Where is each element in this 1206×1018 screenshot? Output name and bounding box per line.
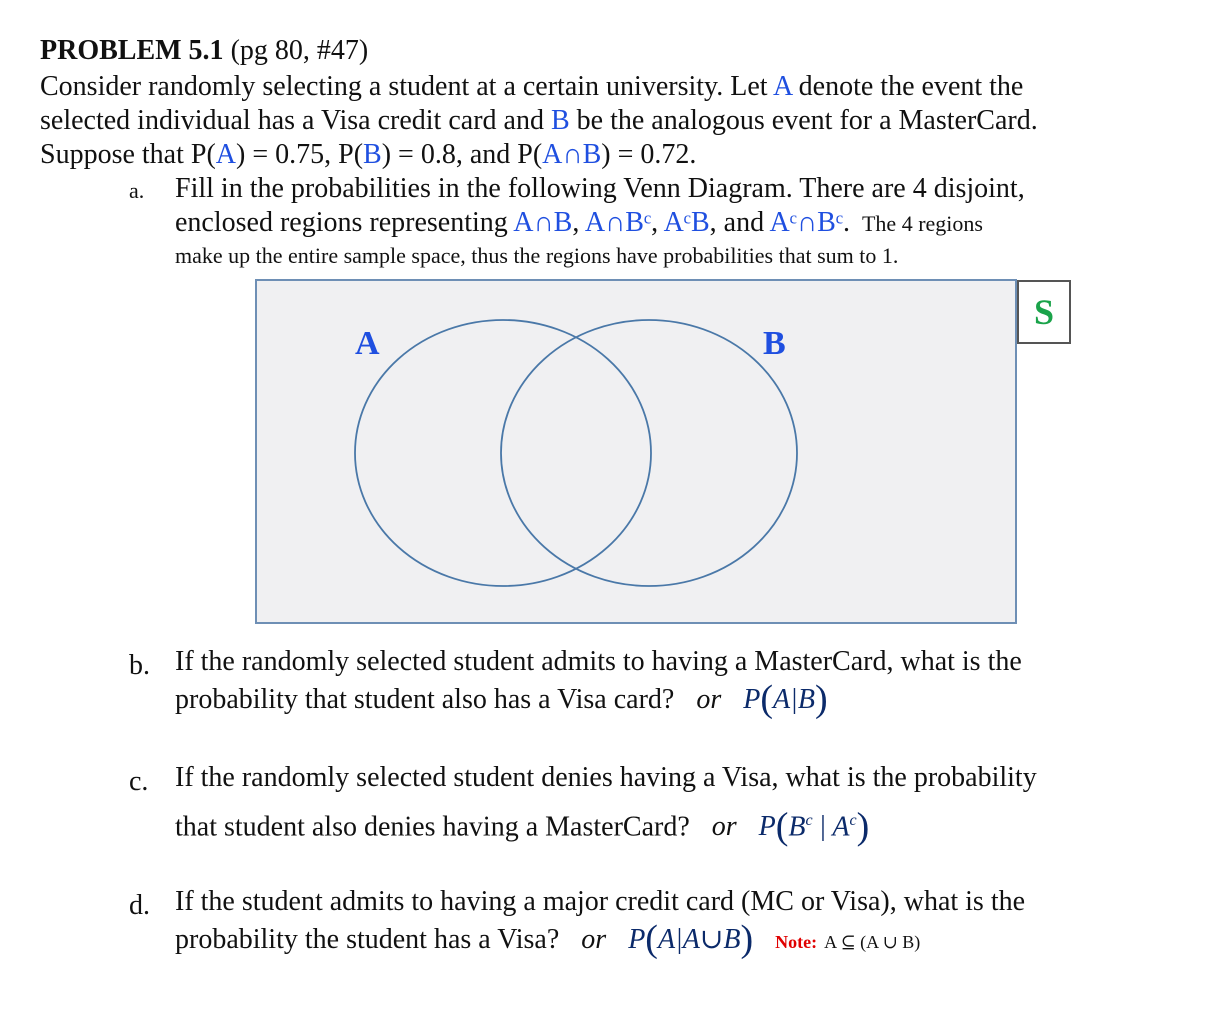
- separator: ,: [572, 207, 585, 238]
- or-word: or: [696, 684, 722, 715]
- intro-line-3: [40, 138, 696, 172]
- expr-paren-close: ): [856, 805, 870, 848]
- part-c-line-2: [175, 804, 870, 848]
- part-b-label: b.: [129, 650, 150, 681]
- intro-text: ) = 0.8, and P(: [381, 139, 543, 170]
- event-b: B: [550, 105, 570, 136]
- expr-complement: c: [805, 812, 813, 829]
- expr-bar: |: [790, 684, 798, 715]
- intro-text: ) = 0.72.: [601, 139, 697, 170]
- region-not-a-and-not-b: Aᶜ∩Bᶜ: [769, 207, 843, 238]
- expr-p: P: [758, 811, 776, 843]
- problem-header: [40, 34, 368, 68]
- expr-p: P: [628, 924, 646, 955]
- note-label: Note:: [775, 932, 818, 952]
- expr-complement: c: [849, 812, 857, 829]
- part-b-text: probability that student also has a Visa card?: [175, 684, 675, 715]
- region-a-and-b: A∩B: [513, 207, 573, 238]
- circle-a-label: A: [355, 325, 380, 362]
- intro-text: be the analogous event for a MasterCard.: [569, 105, 1038, 136]
- expr-a: A: [832, 811, 850, 843]
- expr-paren-open: (: [775, 805, 789, 848]
- sample-space-label: S: [1017, 280, 1071, 344]
- note-text: A ⊆ (A ∪ B): [824, 932, 921, 952]
- part-d-text: probability the student has a Visa?: [175, 924, 560, 955]
- intro-text: denote the event the: [791, 71, 1024, 102]
- event-a: A: [215, 139, 237, 170]
- expr-bar: |: [675, 924, 683, 955]
- part-d-line-2: [175, 918, 921, 960]
- part-a-line-1: Fill in the probabilities in the following Venn Diagram. There are 4 disjoint,: [175, 173, 1025, 204]
- part-c-text: that student also denies having a MasterCard?: [175, 811, 690, 843]
- separator: ,: [651, 207, 664, 238]
- separator: .: [842, 207, 850, 238]
- expr-union: A∪B: [682, 924, 741, 955]
- part-d-label: d.: [129, 890, 150, 921]
- part-a-line-3: make up the entire sample space, thus the regions have probabilities that sum to 1.: [175, 243, 899, 268]
- or-word: or: [581, 924, 607, 955]
- expr-paren-close: ): [740, 918, 754, 960]
- part-c-line-1: If the randomly selected student denies having a Visa, what is the probability: [175, 762, 1037, 793]
- intro-line-1: [40, 70, 1023, 104]
- venn-diagram: [255, 279, 1073, 625]
- intro-text: Suppose that P(: [40, 139, 216, 170]
- region-not-a-and-b: AᶜB: [663, 207, 710, 238]
- page-reference: (pg 80, #47): [230, 35, 369, 66]
- part-b-line-2: [175, 678, 828, 720]
- intro-text: ) = 0.75, P(: [236, 139, 364, 170]
- expr-paren-close: ): [814, 678, 828, 720]
- part-a-label: a.: [129, 178, 145, 203]
- expr-b: B: [797, 684, 815, 715]
- expr-a: A: [657, 924, 676, 955]
- separator: , and: [709, 207, 770, 238]
- part-a-small-text: The 4 regions: [861, 211, 983, 236]
- expr-b: B: [788, 811, 806, 843]
- problem-label: PROBLEM 5.1: [40, 35, 224, 66]
- part-b-line-1: If the randomly selected student admits to having a MasterCard, what is the: [175, 646, 1022, 677]
- part-d-line-1: If the student admits to having a major credit card (MC or Visa), what is the: [175, 886, 1026, 917]
- expr-a: A: [773, 684, 791, 715]
- expr-bar: |: [818, 811, 827, 843]
- event-b: B: [363, 139, 382, 170]
- part-a-line-2: [175, 206, 983, 241]
- expr-p: P: [743, 684, 761, 715]
- part-a-text: enclosed regions representing: [175, 207, 514, 238]
- or-word: or: [711, 811, 737, 843]
- intro-line-2: [40, 104, 1038, 138]
- intro-text: selected individual has a Visa credit card and: [40, 105, 551, 136]
- event-a-and-b: A∩B: [542, 139, 602, 170]
- event-a: A: [772, 71, 792, 102]
- part-c-label: c.: [129, 766, 149, 797]
- expr-paren-open: (: [760, 678, 774, 720]
- circle-b-label: B: [763, 325, 786, 362]
- expr-paren-open: (: [645, 918, 658, 960]
- region-a-and-not-b: A∩Bᶜ: [584, 207, 652, 238]
- intro-text: Consider randomly selecting a student at a certain university. Let: [40, 71, 773, 102]
